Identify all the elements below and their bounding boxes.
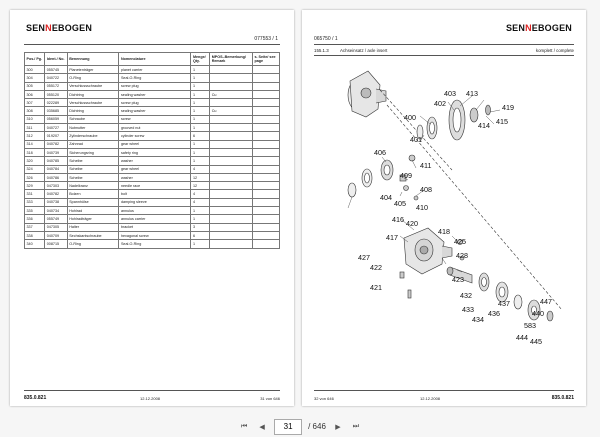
brand-logo: SENNEBOGEN [26,23,93,33]
table-cell [210,99,253,107]
table-row [25,107,280,115]
table-cell [252,165,279,173]
table-cell: screw plug [119,82,191,90]
document-number: 077553 / 1 [254,36,278,42]
table-cell: 312 [25,132,45,140]
part-callout: 416 [392,215,404,224]
seal-ring-left [362,169,372,187]
table-cell: 040739 [45,148,67,156]
table-cell: 311 [25,124,45,132]
column-header: Pos./ Pg. [25,53,45,66]
table-cell: cylinder screw [119,132,191,140]
table-row [25,115,280,123]
table-cell [210,82,253,90]
column-header: s. Seite/ see page [252,53,279,66]
part-callout: 440 [532,309,544,318]
table-cell: Zylinderschraube [67,132,119,140]
part-callout: 400 [404,113,416,122]
column-header: Benennung [67,53,119,66]
table-cell: 1 [191,124,210,132]
table-cell: 12 [191,173,210,181]
table-row [25,132,280,140]
table-row [25,240,280,248]
table-cell [252,132,279,140]
table-row [25,124,280,132]
table-cell: Cu [210,90,253,98]
table-header-row [25,53,280,66]
table-cell [252,173,279,181]
table-cell: Spannhülse [67,198,119,206]
table-cell [252,140,279,148]
column-header: Ident./ No. [45,53,67,66]
table-cell: 4 [191,165,210,173]
part-callout: 402 [434,99,446,108]
table-row [25,90,280,98]
table-cell [210,66,253,74]
part-callout: 427 [358,253,370,262]
part-callout: 417 [386,233,398,242]
table-cell: 019207 [45,132,67,140]
document-number: 065750 / 1 [314,36,338,42]
table-cell: Hohlradträger [67,215,119,223]
table-cell: gear wheel [119,140,191,148]
last-page-icon[interactable]: ⏭ [352,422,360,430]
table-cell: 333 [25,198,45,206]
table-cell: 040734 [45,207,67,215]
parts-table [24,52,280,249]
table-cell: 035685 [45,107,67,115]
part-callout: 583 [524,321,536,330]
table-cell: Sechskantschraube [67,231,119,239]
table-cell: screw plug [119,99,191,107]
table-cell [210,74,253,82]
table-cell: Planetenträger [67,66,119,74]
table-cell: bolt [119,190,191,198]
part-callout: 413 [466,89,478,98]
column-header: MPOS–Bemerkung/ Remark [210,53,253,66]
table-cell [252,148,279,156]
table-cell [210,190,253,198]
table-cell: 338 [25,231,45,239]
table-cell [252,157,279,165]
table-cell: 324 [25,165,45,173]
table-cell: 040722 [45,74,67,82]
footer-date: 12.12.2008 [420,396,441,401]
table-cell: 340 [25,240,45,248]
table-cell: Verschlussschraube [67,82,119,90]
table-cell: 1 [191,90,210,98]
table-cell: Nutmutter [67,124,119,132]
axle-housing-top [348,71,386,117]
table-cell: Seal-O-Ring [119,74,191,82]
table-cell: 6 [191,132,210,140]
table-cell: Schraube [67,115,119,123]
column-header: Menge/ Qty. [191,53,210,66]
part-callout: 445 [530,337,542,346]
part-callout: 404 [380,193,392,202]
table-row [25,182,280,190]
part-callout: 410 [416,203,428,212]
table-cell: 055745 [45,66,67,74]
table-cell: 329 [25,182,45,190]
table-cell [252,231,279,239]
header-rule [24,44,280,45]
table-cell: 055749 [45,215,67,223]
table-cell: 320 [25,157,45,165]
left-page [10,10,294,406]
table-row [25,148,280,156]
table-row [25,99,280,107]
table-cell: screw [119,115,191,123]
table-cell: 314 [25,140,45,148]
ring-gear [449,100,465,140]
table-cell: 1 [191,157,210,165]
table-row [25,215,280,223]
table-cell [210,207,253,215]
table-row [25,231,280,239]
table-cell [210,124,253,132]
table-cell: Seal-O-Ring [119,240,191,248]
table-cell: 318 [25,148,45,156]
table-cell [252,124,279,132]
part-callout: 447 [540,297,552,306]
next-page-icon[interactable]: ▶ [335,423,341,431]
table-cell [210,223,253,231]
table-cell: 040786 [45,173,67,181]
table-cell: 1 [191,107,210,115]
footer-page-number: 31 von 646 [260,396,280,401]
table-cell [210,165,253,173]
part-callout: 418 [438,227,450,236]
table-cell: 305 [25,82,45,90]
footer-date: 12.12.2008 [140,396,161,401]
part-callout: 403 [444,89,456,98]
viewer-toolbar [0,416,600,437]
table-cell [210,132,253,140]
part-callout: 425 [454,237,466,246]
table-cell: 040785 [45,157,67,165]
washer-bottom [514,295,522,309]
table-cell [210,240,253,248]
table-cell: 040709 [45,231,67,239]
exploded-view-diagram [302,10,586,406]
table-cell: O-Ring [67,74,119,82]
table-cell: 055172 [45,82,67,90]
table-cell [210,148,253,156]
table-cell: 055120 [45,90,67,98]
table-cell [252,82,279,90]
table-cell: 336 [25,215,45,223]
bearing-bottom-1 [479,273,489,291]
section-status: komplett / complete [535,48,574,53]
column-header: Nomenclature [119,53,191,66]
part-callout: 423 [452,275,464,284]
table-cell: washer [119,173,191,181]
table-cell [210,157,253,165]
table-cell: 040727 [45,124,67,132]
table-cell: bracket [119,223,191,231]
table-row [25,223,280,231]
table-cell: 008715 [45,240,67,248]
table-cell [252,107,279,115]
table-row [25,66,280,74]
part-callout: 415 [496,117,508,126]
table-cell [252,90,279,98]
first-page-icon[interactable]: ⏮ [240,422,248,430]
table-row [25,190,280,198]
table-cell: safety ring [119,148,191,156]
table-cell: damping sleeve [119,198,191,206]
table-row [25,207,280,215]
table-cell: 308 [25,107,45,115]
table-cell: 040738 [45,198,67,206]
table-cell: 300 [25,66,45,74]
table-cell [252,240,279,248]
part-callout: 405 [394,199,406,208]
part-callout: 409 [400,171,412,180]
bearing-cone [427,117,437,139]
table-cell: 1 [191,240,210,248]
table-cell: 1 [191,99,210,107]
previous-page-icon[interactable]: ◀ [259,423,265,431]
table-cell [210,198,253,206]
table-row [25,74,280,82]
table-cell: 310 [25,115,45,123]
table-cell [252,223,279,231]
table-cell [252,198,279,206]
footer-page-number: 32 von 646 [314,396,334,401]
table-cell: sealing washer [119,107,191,115]
part-callout: 408 [420,185,432,194]
table-cell: needle race [119,182,191,190]
table-cell: 335 [25,207,45,215]
table-cell: Sicherungsring [67,148,119,156]
table-cell: 1 [191,140,210,148]
part-callout: 436 [488,309,500,318]
table-cell: 1 [191,215,210,223]
part-callout: 422 [370,263,382,272]
part-callout: 411 [420,161,432,170]
table-cell: 040782 [45,190,67,198]
table-cell: 306 [25,90,45,98]
table-cell: Scheibe [67,165,119,173]
footer-rule [314,390,574,391]
table-cell [252,190,279,198]
table-cell [210,215,253,223]
table-cell: O-Ring [67,240,119,248]
part-callout: 434 [472,315,484,324]
table-cell [252,115,279,123]
section-number: 155.1.3 [314,48,329,53]
table-cell: 1 [191,207,210,215]
table-cell: Zahnrad [67,140,119,148]
small-bearing [470,108,478,122]
table-cell [252,215,279,223]
table-cell: Nadelkranz [67,182,119,190]
total-pages-label: / 646 [308,422,326,431]
table-cell: 3 [191,223,210,231]
table-cell: 040784 [45,165,67,173]
table-row [25,82,280,90]
table-cell: gear wheel [119,165,191,173]
bearing-left [381,160,393,180]
table-cell: 1 [191,115,210,123]
table-cell: grooved nut [119,124,191,132]
table-cell: 1 [191,82,210,90]
table-cell [210,115,253,123]
table-cell: 047303 [45,182,67,190]
table-cell: washer [119,157,191,165]
right-page [302,10,586,406]
table-cell: hexagonal screw [119,231,191,239]
table-cell [210,173,253,181]
part-callout: 444 [516,333,528,342]
section-title: Achseinsatz / axle insert [340,48,388,53]
part-callout: 414 [478,121,490,130]
table-row [25,198,280,206]
table-cell: 12 [191,182,210,190]
table-cell [252,207,279,215]
part-callout: 432 [460,291,472,300]
table-cell: 040782 [45,140,67,148]
table-cell: 331 [25,190,45,198]
table-row [25,157,280,165]
table-cell [252,99,279,107]
brand-logo: SENNEBOGEN [505,23,572,33]
table-cell: planet carrier [119,66,191,74]
nut-bottom [547,311,553,321]
part-callout: 419 [502,103,514,112]
table-cell [210,182,253,190]
table-cell [252,66,279,74]
table-cell [210,140,253,148]
part-callout: 420 [406,219,418,228]
table-cell: 4 [191,198,210,206]
table-cell: Bolzen [67,190,119,198]
table-cell: 056059 [45,115,67,123]
table-cell [252,74,279,82]
table-row [25,173,280,181]
part-callout: 437 [498,299,510,308]
part-callout: 433 [462,305,474,314]
table-cell: 1 [191,66,210,74]
nut-top [486,105,491,115]
table-cell: 1 [191,148,210,156]
table-cell: 326 [25,173,45,181]
part-callout: 406 [374,148,386,157]
table-cell: Dichtring [67,90,119,98]
table-cell: 047305 [45,223,67,231]
table-cell: 022289 [45,99,67,107]
table-cell: 304 [25,74,45,82]
table-cell: 6 [191,231,210,239]
washer-left [348,183,356,197]
part-callout: 401 [410,135,422,144]
table-cell: 307 [25,99,45,107]
table-cell [252,182,279,190]
table-cell: 1 [191,74,210,82]
table-cell: sealing washer [119,90,191,98]
table-cell: Scheibe [67,157,119,165]
table-cell [210,231,253,239]
table-cell: annulus [119,207,191,215]
table-cell: Dichtring [67,107,119,115]
table-cell: 4 [191,190,210,198]
table-cell: Hohlrad [67,207,119,215]
part-callout: 428 [456,251,468,260]
table-cell: annulus carrier [119,215,191,223]
table-row [25,165,280,173]
table-cell: Halter [67,223,119,231]
footer-code: 835.0.821 [551,395,574,401]
footer-rule [24,390,280,391]
page-number-input[interactable] [274,419,302,435]
part-callout: 421 [370,283,382,292]
table-row [25,140,280,148]
table-cell: 337 [25,223,45,231]
table-cell: Verschlussschraube [67,99,119,107]
table-cell: Scheibe [67,173,119,181]
footer-code: 835.0.821 [24,395,47,401]
table-cell: Cu [210,107,253,115]
